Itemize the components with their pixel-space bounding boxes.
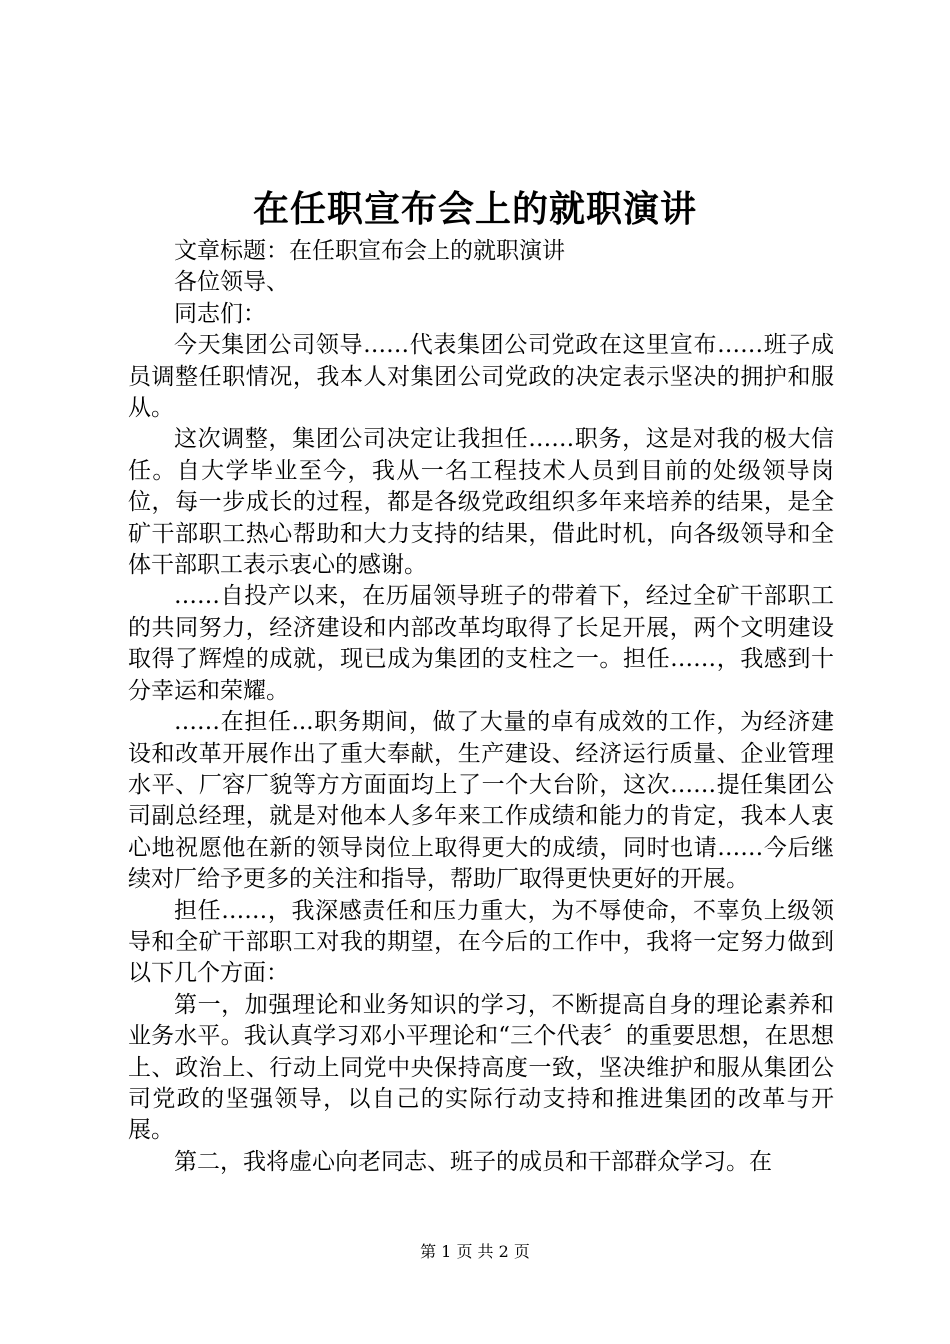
paragraph: ……在担任...职务期间，做了大量的卓有成效的工作，为经济建设和改革开展作出了重大奉献，生产建设、经济运行质量、企业管理水平、厂容厂貌等方方面面均上了一个大台阶，这次……提任集团公司副总经理，就是对他本人多年来工作成绩和能力的肯定，我本人衷心地祝愿他在新的领导岗位上取得更大的成绩，同时也请……今后继续对厂给予更多的关注和指导，帮助厂取得更快更好的开展。: [128, 709, 834, 893]
paragraph: ……自投产以来，在历届领导班子的带着下，经过全矿干部职工的共同努力，经济建设和内部改革均取得了长足开展，两个文明建设取得了辉煌的成就，现已成为集团的支柱之一。担任……，我感到十分幸运和荣耀。: [128, 583, 834, 704]
page-number-footer: 第 1 页 共 2 页: [420, 1242, 530, 1261]
paragraph-salutation-leaders: 各位领导、: [174, 269, 289, 296]
document-title: 在任职宣布会上的就职演讲: [252, 188, 697, 230]
paragraph-article-title: 文章标题：在任职宣布会上的就职演讲: [174, 238, 565, 264]
paragraph: 今天集团公司领导……代表集团公司党政在这里宣布……班子成员调整任职情况，我本人对集团公司党政的决定表示坚决的拥护和服从。: [128, 332, 834, 422]
document-body: [128, 236, 834, 1178]
paragraph: 担任……，我深感责任和压力重大，为不辱使命，不辜负上级领导和全矿干部职工对我的期望，在今后的工作中，我将一定努力做到以下几个方面：: [128, 897, 834, 987]
paragraph: 第一，加强理论和业务知识的学习，不断提高自身的理论素养和业务水平。我认真学习邓小平理论和“三个代表〞的重要思想，在思想上、政治上、行动上同党中央保持高度一致，坚决维护和服从集团公司党政的坚强领导，以自己的实际行动支持和推进集团的改革与开展。: [128, 991, 834, 1144]
paragraph: 这次调整，集团公司决定让我担任……职务，这是对我的极大信任。自大学毕业至今，我从一名工程技术人员到目前的处级领导岗位，每一步成长的过程，都是各级党政组织多年来培养的结果，是全矿干部职工热心帮助和大力支持的结果，借此时机，向各级领导和全体干部职工表示衷心的感谢。: [128, 426, 834, 579]
paragraph-salutation-comrades: 同志们：: [174, 300, 266, 327]
paragraph: 第二，我将虚心向老同志、班子的成员和干部群众学习。在: [174, 1148, 772, 1175]
